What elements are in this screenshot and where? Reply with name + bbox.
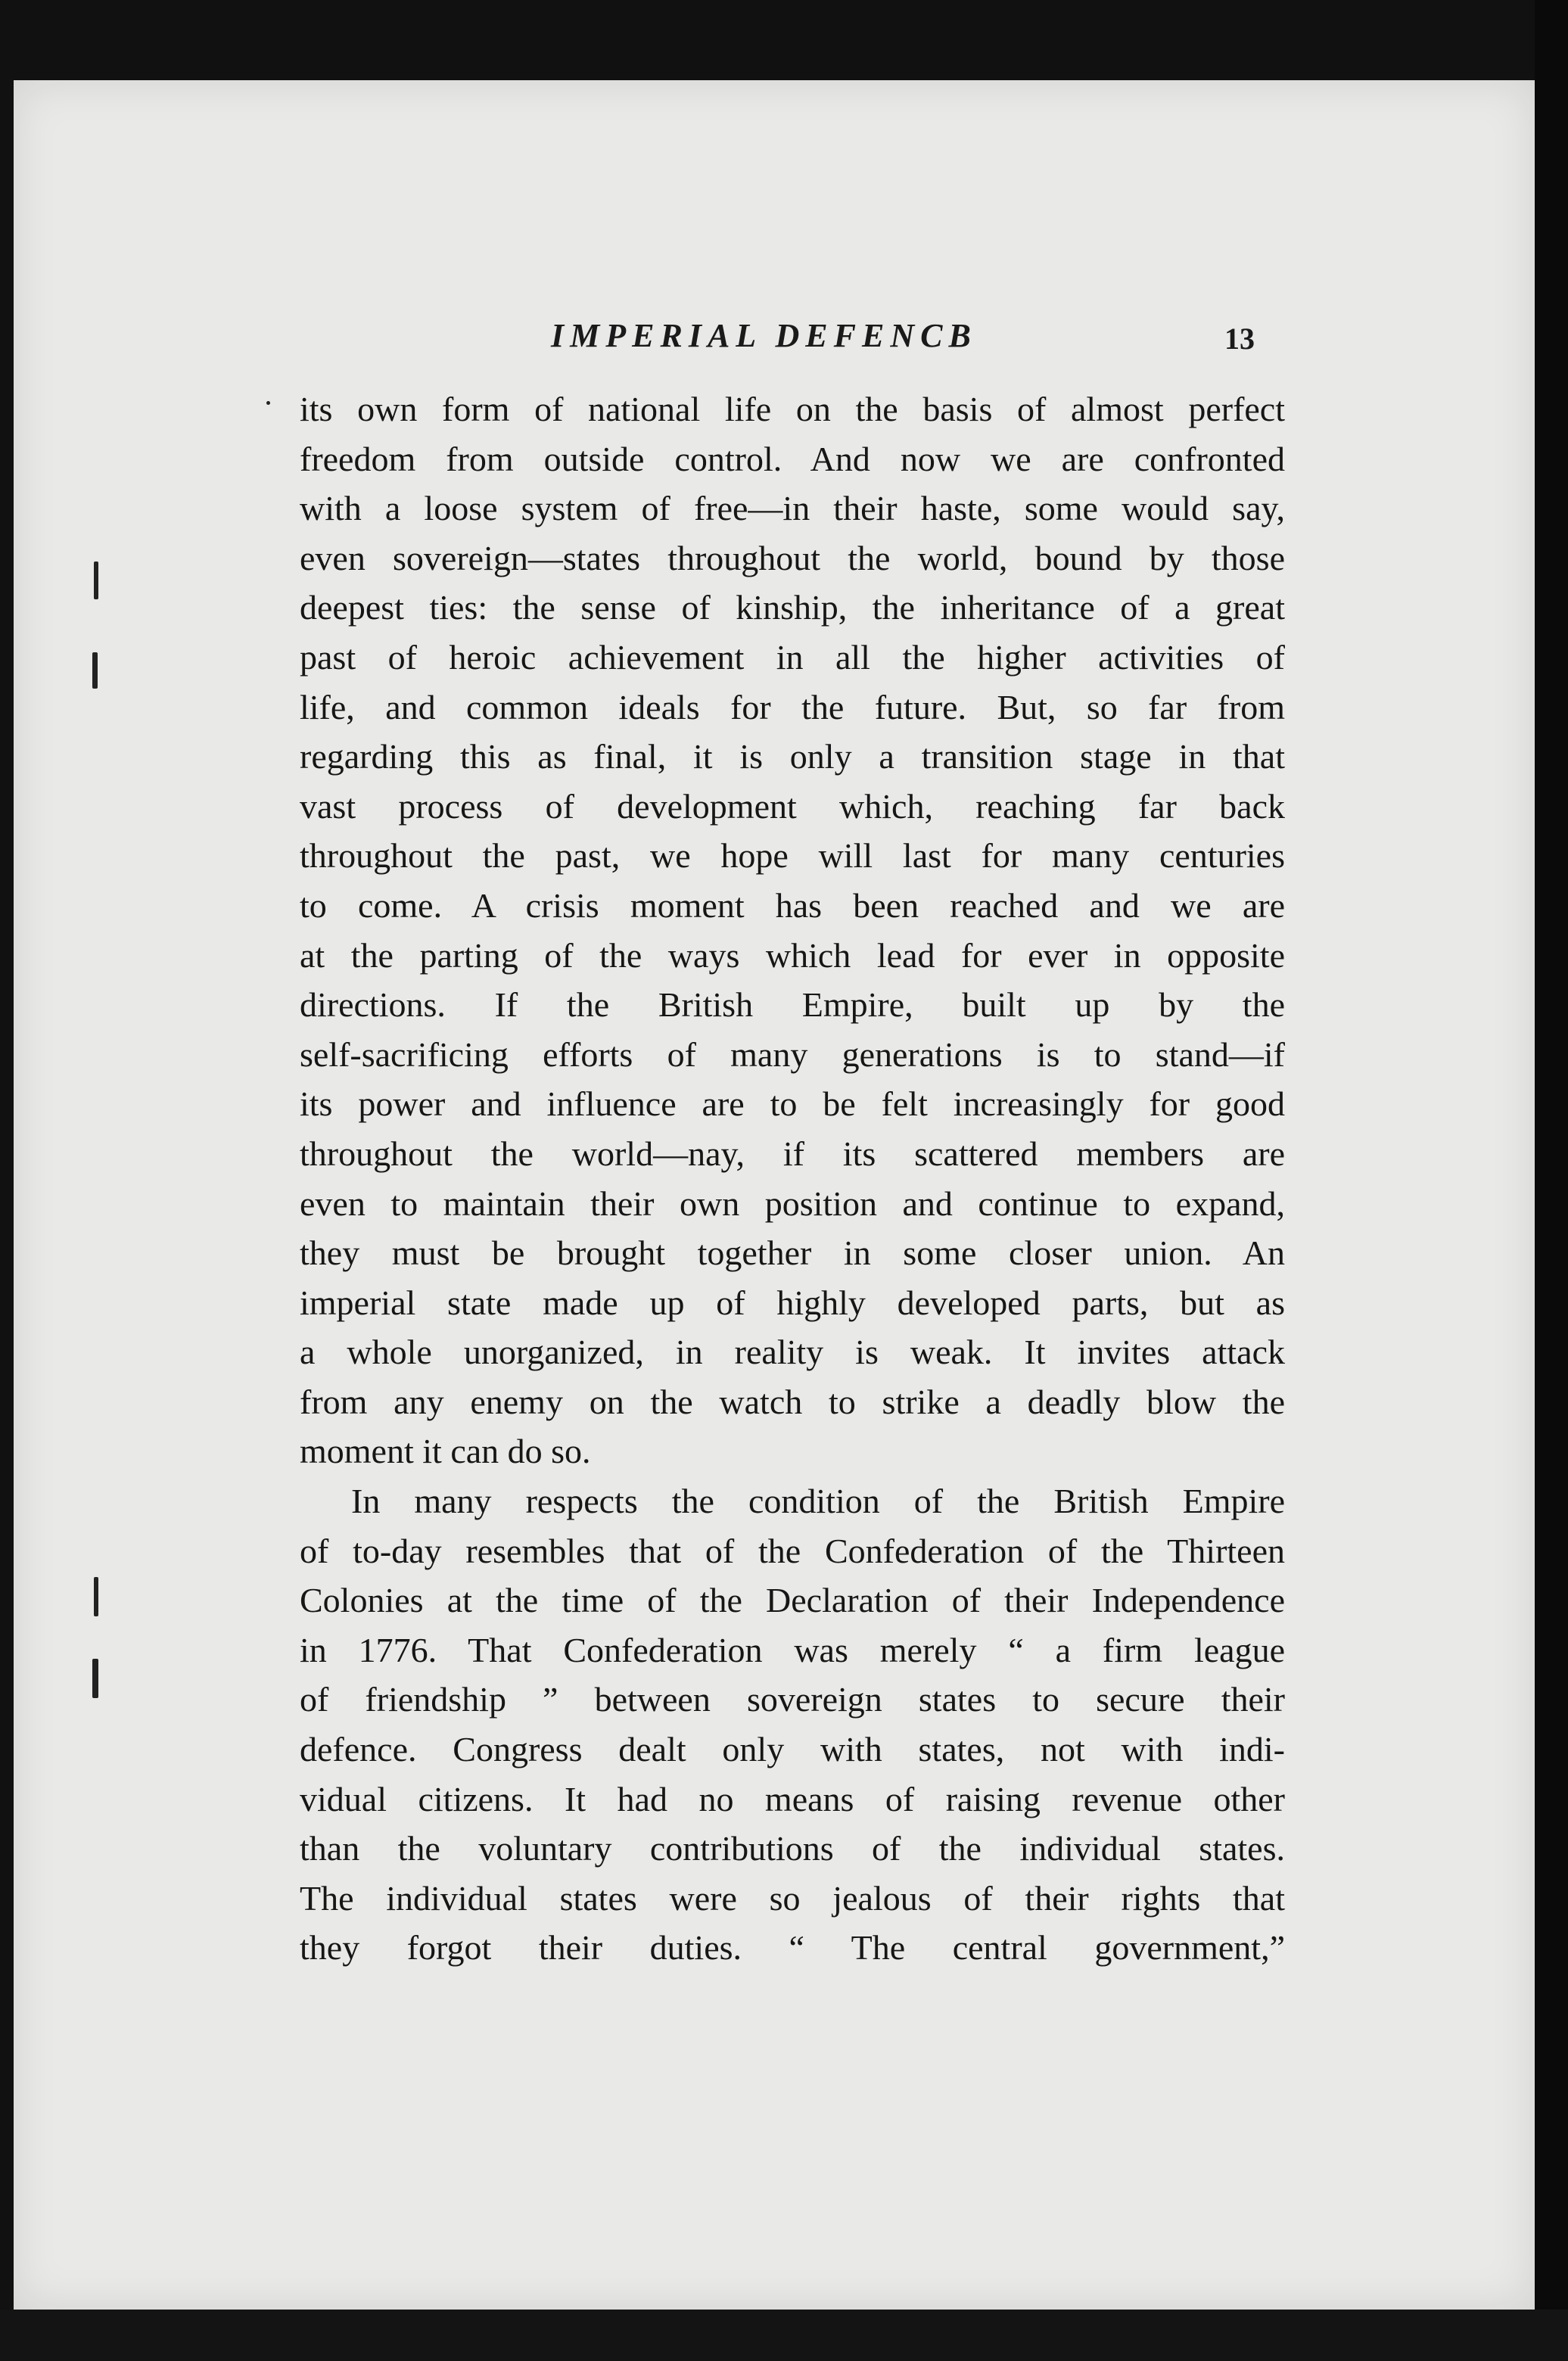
margin-mark-2	[92, 652, 98, 689]
text-line: its power and influence are to be felt increasingly for good	[300, 1084, 1285, 1124]
text-line: defence. Congress dealt only with states, not with indi-	[300, 1730, 1285, 1769]
text-line: even to maintain their own position and continue to expand,	[300, 1184, 1285, 1223]
text-line: freedom from outside control. And now we are confronted	[300, 439, 1285, 478]
text-line: regarding this as final, it is only a transition stage in that	[300, 737, 1285, 776]
text-line: of to-day resembles that of the Confederation of the Thirteen	[300, 1531, 1285, 1570]
text-line: vidual citizens. It had no means of raising revenue other	[300, 1779, 1285, 1818]
text-line: throughout the past, we hope will last for many centuries	[300, 836, 1285, 876]
text-line: imperial state made up of highly developed parts, but as	[300, 1283, 1285, 1322]
paragraph-2	[300, 1476, 1285, 1973]
text-line: to come. A crisis moment has been reached and we are	[300, 885, 1285, 925]
text-line: In many respects the condition of the British Empire	[351, 1482, 1285, 1521]
body-text	[300, 384, 1285, 1973]
text-line: in 1776. That Confederation was merely “ a firm league	[300, 1630, 1285, 1669]
text-line: from any enemy on the watch to strike a deadly blow the	[300, 1382, 1285, 1421]
text-line: The individual states were so jealous of their rights that	[300, 1878, 1285, 1918]
running-title: IMPERIAL DEFENCB	[551, 317, 977, 354]
running-head	[0, 316, 1568, 362]
scan-edge-bottom	[0, 2310, 1568, 2361]
paragraph-1	[300, 384, 1285, 1476]
text-line: they forgot their duties. “ The central government,”	[300, 1928, 1285, 1968]
page-number: 13	[1224, 322, 1255, 356]
text-line: past of heroic achievement in all the higher activities of	[300, 637, 1285, 677]
text-line: life, and common ideals for the future. But, so far from	[300, 687, 1285, 726]
text-line: a whole unorganized, in reality is weak. It invites attack	[300, 1333, 1285, 1372]
text-line: directions. If the British Empire, built up by the	[300, 985, 1285, 1025]
margin-mark-3	[94, 1577, 98, 1616]
text-line: moment it can do so.	[300, 1432, 591, 1471]
text-line: vast process of development which, reaching far back	[300, 786, 1285, 826]
text-line: self-sacrificing efforts of many generations is to stand—if	[300, 1034, 1285, 1074]
margin-mark-1	[94, 561, 98, 599]
text-line: they must be brought together in some closer union. An	[300, 1233, 1285, 1273]
text-line: with a loose system of free—in their haste, some would say,	[300, 489, 1285, 528]
text-line: its own form of national life on the basis of almost perfect	[300, 390, 1285, 428]
text-line: throughout the world—nay, if its scattered members are	[300, 1134, 1285, 1173]
text-line: than the voluntary contributions of the individual states.	[300, 1829, 1285, 1868]
text-line: of friendship ” between sovereign states to secure their	[300, 1680, 1285, 1719]
text-line: Colonies at the time of the Declaration of their Independence	[300, 1581, 1285, 1620]
text-line: at the parting of the ways which lead for ever in opposite	[300, 935, 1285, 975]
margin-speck	[266, 401, 270, 405]
text-line: even sovereign—states throughout the world, bound by those	[300, 538, 1285, 577]
margin-mark-4	[92, 1659, 98, 1698]
text-line: deepest ties: the sense of kinship, the inheritance of a great	[300, 588, 1285, 627]
